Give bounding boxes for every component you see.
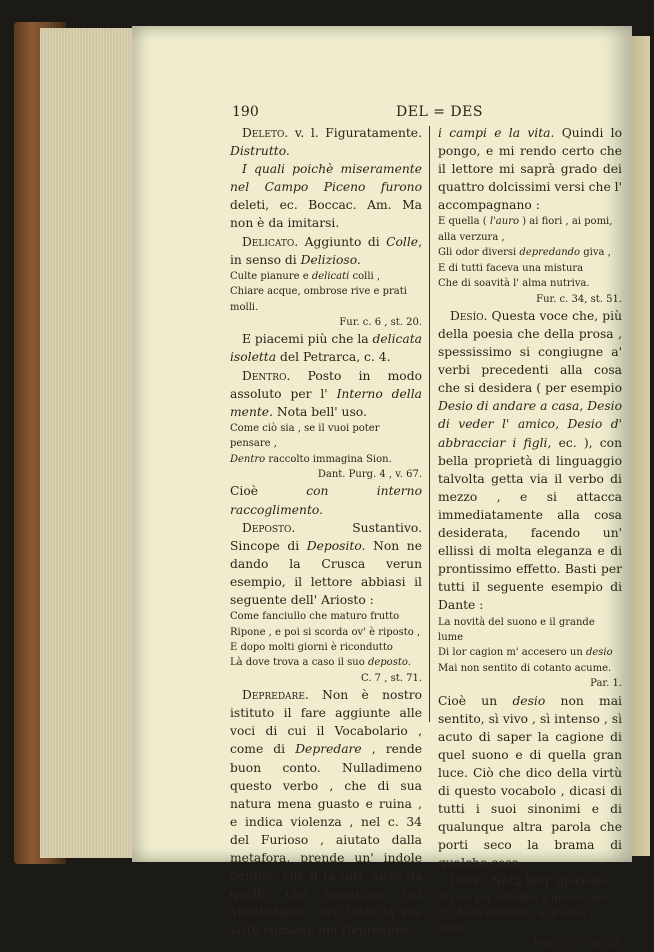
verse-line: Mai non sentito di cotanto acume. [438, 662, 612, 674]
citation: Fur. c. 37 , st. 22. [532, 938, 622, 950]
entry-desio: Desío. Questa voce che, più della poesia che della prosa , spessissimo si congiugne a' verbi precedenti alla cosa che si desidera ( per esempio Desio di andare a casa, Desio di veder l' amico, Desio d' abbracciar i figli, ec. ), con bella proprietà di linguaggio talvolta getta via il verbo di mezzo , e si attacca immediatamente alla cosa desiderata, facendo un' ellissi di molta eleganza e di prontissimo effetto. Basti per tutti il seguente esempio di Dante : [438, 308, 622, 613]
column-divider [429, 126, 430, 722]
citation: Par. 1. [590, 678, 622, 690]
entry-delicato: Delicato. Aggiunto di Colle, in senso di Delizioso. [230, 234, 422, 267]
page-header [232, 104, 624, 122]
citation: C. 7 , st. 71. [361, 672, 422, 684]
verse-line: Ma sol per satisfare a questo mio , [438, 892, 614, 904]
page-edges [40, 28, 135, 858]
verse-line: E quella ( l'auro ) ai fiori , ai pomi, alla verzura , [438, 216, 613, 243]
verse-line: Là dove trova a caso il suo deposto. [230, 657, 411, 669]
running-head: DEL = DES [396, 104, 483, 120]
entry-continuation: i campi e la vita. Quindi lo pongo, e mi rendo certo che il lettore mi saprà grado dei quattro dolcissimi versi che l' accompagnano : [438, 126, 623, 213]
verse-line: E dopo molti giorni è ricondutto [230, 641, 393, 653]
verse-line: Culte pianure e delicati colli , [230, 270, 381, 282]
verse-line: Ripone , e poi si scorda ov' è riposto , [230, 626, 421, 638]
verse-line: Come ciò sia , se il vuoi poter pensare , [230, 422, 380, 450]
citation: Fur. c. 34, st. 51. [536, 293, 622, 305]
verse-line: Chiare acque, ombrose rive e prati molli. [230, 286, 407, 313]
verse-line: Come fanciullo che maturo frutto [230, 611, 400, 623]
verse-line: Ch' ho di onorarla , e di lodar , desío. [438, 907, 594, 935]
entry-deleto-quote: I quali poichè miseramente nel Campo Piceno furono deleti, ec. Boccac. Am. Ma non è da imitarsi. [230, 162, 422, 231]
entry-deleto: Deleto. v. l. Figuratamente. Distrutto. [230, 126, 422, 159]
verse-line: Dentro raccolto immagina Sion. [230, 453, 392, 465]
page-number: 190 [232, 104, 259, 120]
verse-line: E di tutti faceva una mistura [438, 262, 584, 274]
entry-deposto: Deposto. Sustantivo. Sincope di Deposito. Non ne dando la Crusca verun esempio, il lettore abbiasi il seguente dell' Ariosto : [230, 520, 422, 608]
entry-depredare: Depredare. Non è nostro istituto il fare aggiunte alle voci di cui il Vocabolario , come di Depredare , rende buon conto. Nulladimeno questo verbo , che di sua natura mena guasto e ruina , e indica violenza , nel c. 34 del Furioso , aiutato dalla metafora, prende un' indole gentile, che il fa tutt' altro da quello che apparisce nel Vocabolario , ove tutta la sua virtù consiste nel Depredare [230, 688, 422, 938]
entry-note: Cioè un desio non mai sentito, sì vivo , sì intenso , sì acuto di saper la cagione di quel suono e di quella gran luce. Ciò che dico della virtù di questo vocabolo , dicasi di tutti i suoi sinonimi e di qualunque altra parola che porti seco la brama di qualche cosa. [438, 693, 622, 871]
verse-line: Che di soavità l' alma nutriva. [438, 278, 590, 290]
citation: Dant. Purg. 4 , v. 67. [317, 469, 422, 481]
verse-line: Di lor cagion m' accesero un desio [438, 647, 613, 659]
right-column [438, 124, 622, 952]
verse-line: La novità del suono e il grande lume [438, 616, 595, 643]
entry-note: Cioè con interno raccoglimento. [230, 484, 422, 517]
entry-dentro: Dentro. Posto in modo assoluto per l' Interno della mente. Nota bell' uso. [230, 368, 422, 419]
left-column [230, 124, 422, 939]
entry-desio-2: Desío. Nota bell' iperbato : [450, 874, 617, 889]
verse-line: Gli odor diversi depredando giva , [438, 247, 611, 259]
entry-note: E piacemi più che la delicata isoletta del Petrarca, c. 4. [230, 332, 423, 365]
citation: Fur. c. 6 , st. 20. [339, 316, 422, 328]
